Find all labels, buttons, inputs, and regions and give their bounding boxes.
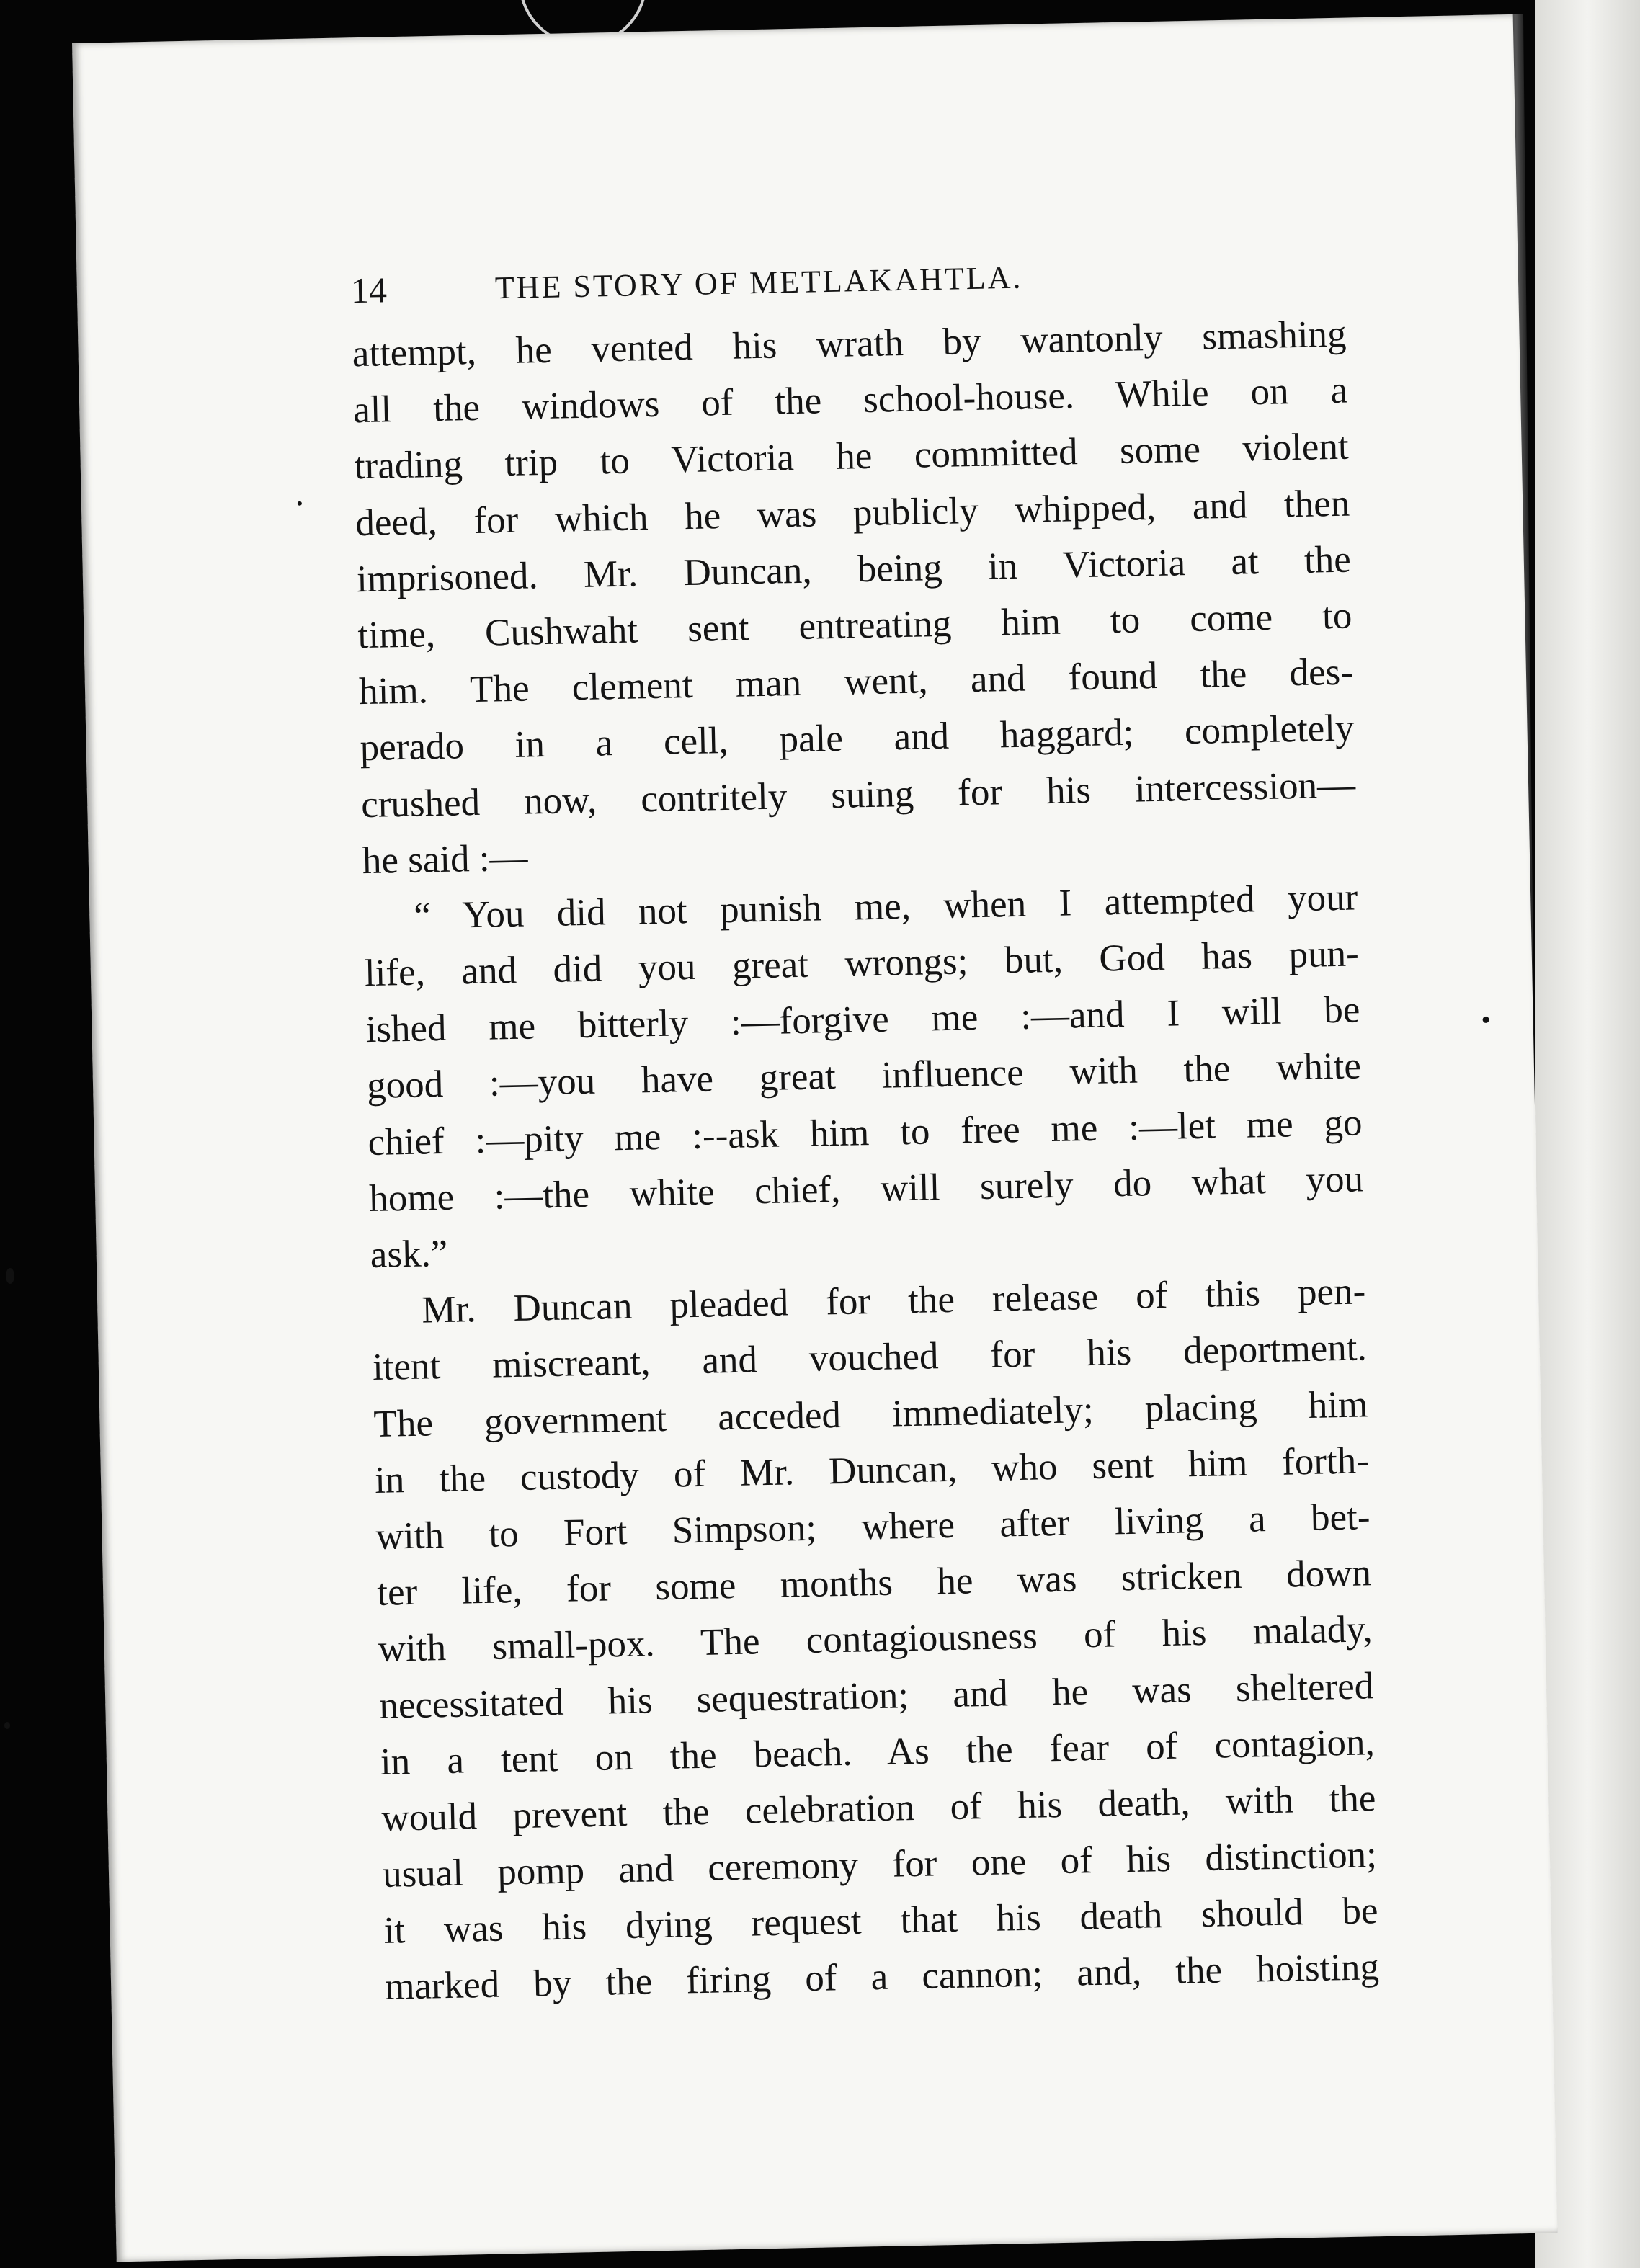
page-number: 14 [350,269,388,311]
text-line: with to Fort Simpson; where after living a bet- [375,1496,1371,1558]
text-line: him. The clement man went, and found the des- [358,651,1354,713]
text-line: marked by the firing of a cannon; and, the hoisting [384,1946,1380,2009]
text-line: in a tent on the beach. As the fear of contagion, [380,1720,1376,1783]
text-line: all the windows of the school-house. While on a [352,369,1348,432]
text-line: time, Cushwaht sent entreating him to come to [357,594,1352,657]
text-line: attempt, he vented his wrath by wantonly smashing [352,313,1347,375]
text-line: deed, for which he was publicly whipped, and then [355,482,1350,544]
text-line: in the custody of Mr. Duncan, who sent him forth- [374,1439,1370,1501]
text-line: itent miscreant, and vouched for his deportment. [372,1326,1368,1389]
text-line: necessitated his sequestration; and he was sheltered [378,1664,1374,1727]
text-line: trading trip to Victoria he committed some violent [354,425,1350,488]
speck [4,1722,10,1729]
text-line: would prevent the celebration of his death, with the [380,1777,1376,1839]
text-line: perado in a cell, pale and haggard; completely [360,707,1355,769]
text-line: he said :— [362,836,529,882]
text-line: “ You did not punish me, when I attempted your [413,876,1358,937]
text-line: ter life, for some months he was stricken down [376,1552,1372,1615]
text-line: home :—the white chief, will surely do what you [368,1158,1364,1220]
book-page [72,14,1557,2262]
text-line: ask.” [370,1232,448,1277]
text-line: Mr. Duncan pleaded for the release of this pen- [421,1270,1366,1331]
text-line: The government acceded immediately; placing him [373,1383,1368,1445]
speck [298,501,302,506]
running-title: THE STORY OF METLAKAHTLA. [494,259,1023,306]
text-line: with small-pox. The contagiousness of his malady, [378,1608,1373,1671]
speck [1483,1017,1489,1023]
text-line: good :—you have great influence with the white [366,1045,1362,1107]
text-line: it was his dying request that his death should be [383,1890,1378,1952]
text-line: ished me bitterly :—forgive me :—and I will be [365,988,1360,1051]
text-line: life, and did you great wrongs; but, God has pun- [364,932,1360,995]
text-line: usual pomp and ceremony for one of his distinction; [382,1834,1378,1896]
text-line: imprisoned. Mr. Duncan, being in Victoria at the [356,538,1352,600]
text-line: chief :—pity me :--ask him to free me :—let me go [367,1101,1363,1164]
text-line: crushed now, contritely suing for his intercession— [360,763,1356,826]
speck [6,1268,14,1284]
body-text [352,306,1380,2016]
